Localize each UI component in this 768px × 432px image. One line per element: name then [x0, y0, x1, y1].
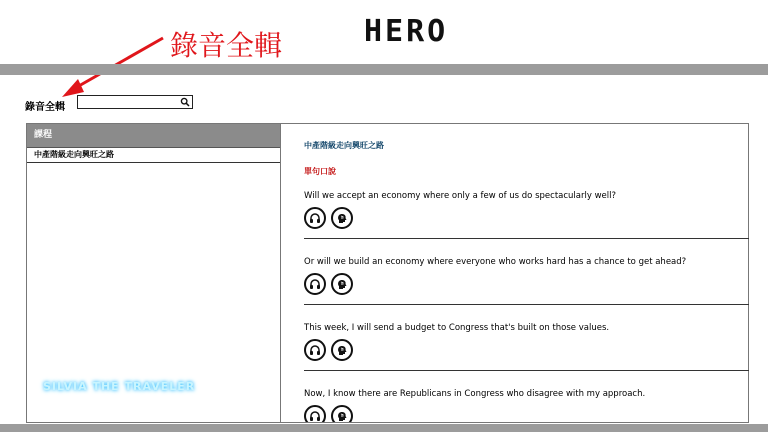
speaking-head-icon [336, 410, 348, 422]
speak-button[interactable] [331, 207, 353, 229]
speak-button[interactable] [331, 273, 353, 295]
listen-button[interactable] [304, 339, 326, 361]
listen-button[interactable] [304, 207, 326, 229]
bottom-divider-bar [0, 424, 768, 432]
speak-button[interactable] [331, 339, 353, 361]
sentence-text: Or will we build an economy where everyone who works hard has a chance to get ahead? [304, 257, 687, 267]
speaking-head-icon [336, 212, 348, 224]
listen-button[interactable] [304, 405, 326, 422]
sentence-divider [304, 304, 749, 305]
sentence-divider [304, 238, 749, 239]
sentence-row [304, 191, 749, 201]
sentence-text: Will we accept an economy where only a few of us do spectacularly well? [304, 191, 616, 201]
speaking-head-icon [336, 278, 348, 290]
sentence-divider [304, 370, 749, 371]
sentence-text: This week, I will send a budget to Congress that's built on those values. [304, 323, 610, 333]
search-box[interactable] [77, 95, 193, 109]
sidebar-item-lesson[interactable]: 中產階級走向興旺之路 [27, 148, 280, 163]
sentence-row [304, 323, 749, 333]
sidebar-header: 課程 [27, 124, 280, 148]
search-label: 錄音全輯 [25, 102, 65, 113]
headphones-icon [309, 212, 321, 224]
search-input[interactable] [80, 97, 176, 107]
hero-logo: HERO [364, 14, 449, 49]
top-divider-bar [0, 64, 768, 75]
annotation-label: 錄音全輯 [170, 29, 283, 62]
lesson-title: 中產階級走向興旺之路 [304, 141, 384, 150]
sentence-row [304, 389, 749, 399]
headphones-icon [309, 344, 321, 356]
section-label: 單句口說 [304, 167, 336, 176]
headphones-icon [309, 410, 321, 422]
speaking-head-icon [336, 344, 348, 356]
lesson-content [304, 124, 749, 422]
sentence-text: Now, I know there are Republicans in Congress who disagree with my approach. [304, 389, 646, 399]
watermark: SILVIA THE TRAVELER [43, 380, 196, 393]
course-panel [26, 123, 749, 423]
speak-button[interactable] [331, 405, 353, 422]
headphones-icon [309, 278, 321, 290]
sentence-row [304, 257, 749, 267]
course-sidebar [27, 124, 281, 422]
search-icon[interactable] [180, 97, 190, 107]
listen-button[interactable] [304, 273, 326, 295]
